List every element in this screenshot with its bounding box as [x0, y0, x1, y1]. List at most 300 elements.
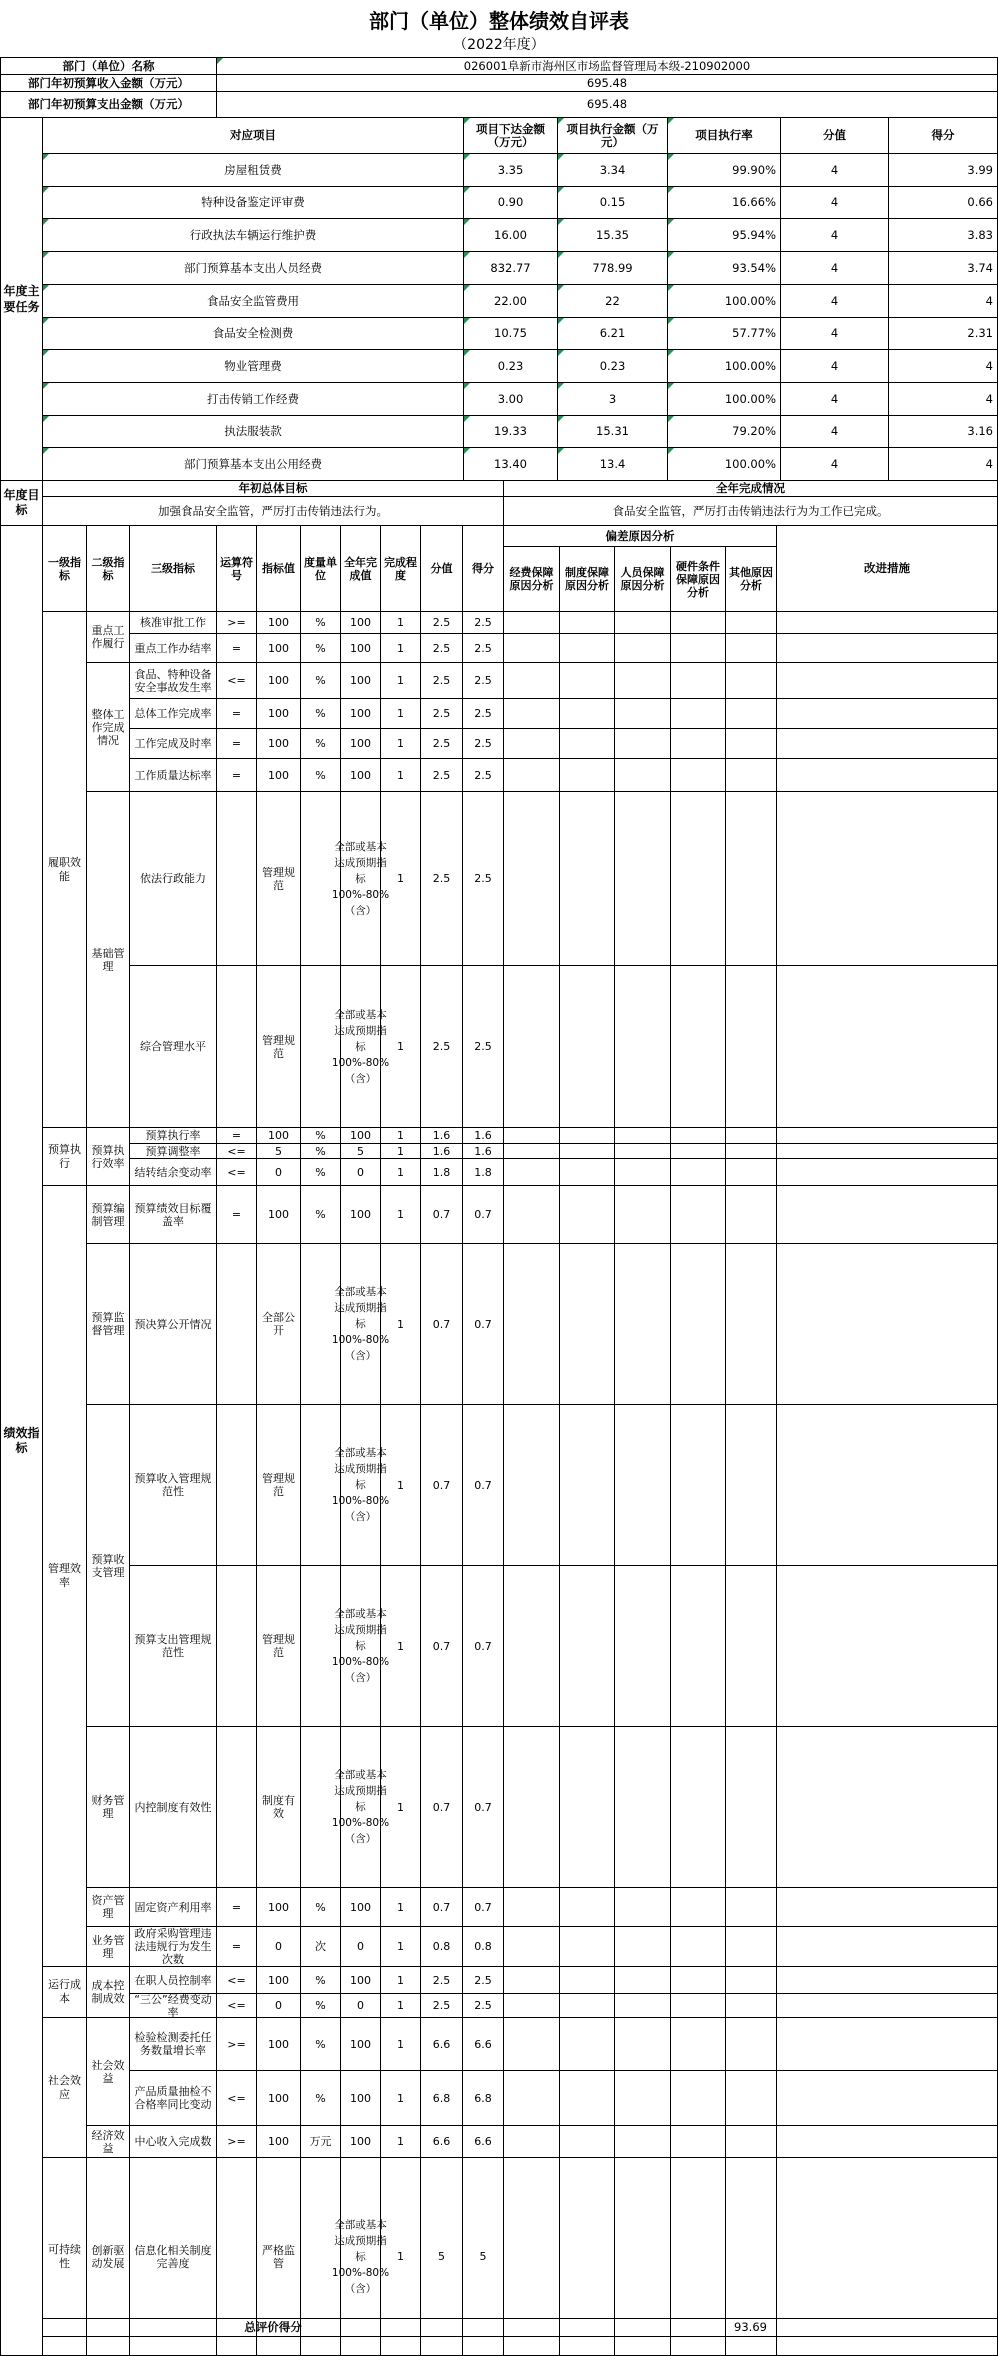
weight-cell: 0.7 [420, 1404, 463, 1566]
level1-indicator: 可持续性 [42, 2157, 87, 2356]
completion-cell: 1 [380, 1185, 421, 1244]
deviation-cell [503, 698, 560, 729]
deviation-cell [503, 1726, 560, 1888]
completion-cell: 1 [380, 1887, 421, 1927]
comment-marker-icon [668, 285, 674, 291]
level3-indicator: 核准审批工作 [129, 611, 217, 634]
actual-value-cell: 全部或基本达成预期指标100%-80%（含） [340, 1404, 381, 1566]
unit-cell: % [300, 728, 341, 759]
actual-value-cell: 100 [340, 662, 381, 699]
comment-marker-icon [558, 219, 564, 225]
operator-cell: = [216, 758, 257, 792]
unit-cell: % [300, 1143, 341, 1159]
task-row-executed: 15.31 [557, 415, 668, 448]
task-row-project: 房屋租赁费 [42, 153, 464, 187]
comment-marker-icon [43, 154, 49, 160]
deviation-cell [725, 1993, 777, 2018]
task-row-executed: 0.23 [557, 349, 668, 383]
task-row-allocated: 13.40 [463, 447, 558, 481]
score-cell: 1.6 [462, 1143, 504, 1159]
task-row-weight: 4 [780, 284, 889, 318]
deviation-cell [503, 1243, 560, 1405]
comment-marker-icon [668, 318, 674, 324]
total-score-value: 93.69 [503, 2318, 998, 2337]
perf-col-header: 完成程度 [380, 525, 421, 612]
weight-cell: 2.5 [420, 662, 463, 699]
deviation-cell [503, 662, 560, 699]
target-value-cell: 管理规范 [256, 791, 301, 966]
task-row-project: 打击传销工作经费 [42, 382, 464, 416]
level3-indicator: 产品质量抽检不合格率同比变动 [129, 2070, 217, 2126]
deviation-cell [670, 2070, 726, 2126]
improve-measure-cell [776, 1158, 998, 1186]
weight-cell: 6.6 [420, 2017, 463, 2071]
unit-cell: % [300, 2070, 341, 2126]
col-score: 得分 [888, 117, 998, 154]
improve-measure-cell [776, 1993, 998, 2018]
operator-cell: = [216, 1887, 257, 1927]
deviation-cell [614, 662, 671, 699]
deviation-cell [614, 2070, 671, 2126]
deviation-cell [725, 662, 777, 699]
expense-label: 部门年初预算支出金额（万元） [0, 91, 217, 118]
level1-indicator: 管理效率 [42, 1185, 87, 1967]
improve-measure-cell [776, 1185, 998, 1244]
score-cell: 0.8 [462, 1926, 504, 1967]
col-rate: 项目执行率 [667, 117, 781, 154]
target-value-cell: 100 [256, 1185, 301, 1244]
unit-cell: % [300, 633, 341, 663]
deviation-cell [725, 791, 777, 966]
completion-cell: 1 [380, 1127, 421, 1144]
score-cell: 2.5 [462, 633, 504, 663]
score-cell: 0.7 [462, 1185, 504, 1244]
weight-cell: 2.5 [420, 758, 463, 792]
weight-cell: 1.6 [420, 1127, 463, 1144]
improve-measure-cell [776, 1887, 998, 1927]
unit-cell: % [300, 1993, 341, 2018]
deviation-col-header: 经费保障原因分析 [503, 546, 560, 612]
deviation-cell [725, 1926, 777, 1967]
comment-marker-icon [558, 383, 564, 389]
task-row-rate: 100.00% [667, 284, 781, 318]
task-row-allocated: 0.23 [463, 349, 558, 383]
operator-cell: >= [216, 2017, 257, 2071]
level2-indicator: 预算收支管理 [86, 1404, 130, 1727]
deviation-cell [559, 2017, 615, 2071]
deviation-cell [503, 2125, 560, 2158]
deviation-cell [559, 2070, 615, 2126]
comment-marker-icon [668, 154, 674, 160]
income-value: 695.48 [216, 74, 998, 92]
deviation-cell [559, 965, 615, 1128]
annual-goal-label: 年度目标 [0, 480, 43, 526]
deviation-cell [670, 1185, 726, 1244]
actual-value-cell: 100 [340, 698, 381, 729]
target-value-cell: 100 [256, 728, 301, 759]
task-row-executed: 6.21 [557, 317, 668, 350]
unit-cell: % [300, 1887, 341, 1927]
goal-initial-label: 年初总体目标 [42, 480, 504, 497]
target-value-cell: 制度有效 [256, 1726, 301, 1888]
deviation-cell [725, 1565, 777, 1727]
deviation-cell [725, 1143, 777, 1159]
level3-indicator: 预算执行率 [129, 1127, 217, 1144]
deviation-cell [670, 662, 726, 699]
task-row-executed: 3 [557, 382, 668, 416]
deviation-cell [614, 633, 671, 663]
task-row-allocated: 3.35 [463, 153, 558, 187]
task-row-allocated: 10.75 [463, 317, 558, 350]
weight-cell: 0.7 [420, 1243, 463, 1405]
deviation-cell [725, 1726, 777, 1888]
level2-indicator: 整体工作完成情况 [86, 662, 130, 792]
deviation-cell [614, 1143, 671, 1159]
unit-cell: % [300, 1185, 341, 1244]
comment-marker-icon [464, 252, 470, 258]
improve-measure-cell [776, 791, 998, 966]
comment-marker-icon [558, 187, 564, 193]
improve-measure-cell [776, 1926, 998, 1967]
actual-value-cell: 0 [340, 1926, 381, 1967]
deviation-cell [503, 791, 560, 966]
improve-measure-cell [776, 2125, 998, 2158]
score-cell: 2.5 [462, 965, 504, 1128]
task-row-allocated: 22.00 [463, 284, 558, 318]
task-row-rate: 100.00% [667, 382, 781, 416]
task-row-rate: 93.54% [667, 251, 781, 285]
unit-cell: % [300, 758, 341, 792]
task-row-weight: 4 [780, 251, 889, 285]
deviation-cell [614, 1565, 671, 1727]
deviation-cell [503, 1926, 560, 1967]
weight-cell: 1.6 [420, 1143, 463, 1159]
weight-cell: 0.7 [420, 1565, 463, 1727]
task-row-allocated: 0.90 [463, 186, 558, 219]
operator-cell: = [216, 1926, 257, 1967]
deviation-cell [725, 698, 777, 729]
actual-value-cell: 100 [340, 1966, 381, 1994]
deviation-cell [559, 698, 615, 729]
level2-indicator: 财务管理 [86, 1726, 130, 1888]
task-row-project: 部门预算基本支出人员经费 [42, 251, 464, 285]
operator-cell: <= [216, 2070, 257, 2126]
deviation-cell [559, 1158, 615, 1186]
deviation-cell [725, 633, 777, 663]
comment-marker-icon [558, 350, 564, 356]
deviation-cell [503, 2070, 560, 2126]
perf-col-header: 三级指标 [129, 525, 217, 612]
perf-col-header: 度量单位 [300, 525, 341, 612]
deviation-cell [503, 1127, 560, 1144]
level1-indicator: 社会效应 [42, 2017, 87, 2158]
target-value-cell: 100 [256, 1887, 301, 1927]
goal-done-text: 食品安全监管，严厉打击传销违法行为为工作已完成。 [503, 496, 998, 526]
deviation-cell [559, 1993, 615, 2018]
operator-cell: <= [216, 1158, 257, 1186]
task-row-project: 特种设备鉴定评审费 [42, 186, 464, 219]
deviation-cell [559, 1887, 615, 1927]
task-row-score: 0.66 [888, 186, 998, 219]
level1-indicator: 运行成本 [42, 1966, 87, 2018]
task-row-project: 食品安全检测费 [42, 317, 464, 350]
perf-col-header: 得分 [462, 525, 504, 612]
task-row-score: 3.99 [888, 153, 998, 187]
deviation-col-header: 人员保障原因分析 [614, 546, 671, 612]
score-cell: 2.5 [462, 1993, 504, 2018]
deviation-cell [725, 1404, 777, 1566]
improve-measure-cell [776, 2017, 998, 2071]
level2-indicator: 社会效益 [86, 2017, 130, 2126]
deviation-cell [725, 2017, 777, 2071]
level3-indicator: 政府采购管理违法违规行为发生次数 [129, 1926, 217, 1967]
deviation-cell [559, 1185, 615, 1244]
comment-marker-icon [43, 383, 49, 389]
improve-col-header: 改进措施 [776, 525, 998, 612]
task-row-weight: 4 [780, 186, 889, 219]
target-value-cell: 100 [256, 2017, 301, 2071]
deviation-cell [503, 728, 560, 759]
deviation-cell [503, 1143, 560, 1159]
operator-cell [216, 1565, 257, 1727]
task-row-score: 4 [888, 447, 998, 481]
completion-cell: 1 [380, 2157, 421, 2356]
task-row-weight: 4 [780, 349, 889, 383]
completion-cell: 1 [380, 758, 421, 792]
level3-indicator: 内控制度有效性 [129, 1726, 217, 1888]
deviation-cell [559, 1926, 615, 1967]
operator-cell: = [216, 698, 257, 729]
deviation-cell [559, 1143, 615, 1159]
comment-marker-icon [558, 448, 564, 454]
perf-col-header: 全年完成值 [340, 525, 381, 612]
target-value-cell: 100 [256, 2070, 301, 2126]
comment-marker-icon [464, 154, 470, 160]
completion-cell: 1 [380, 1243, 421, 1405]
deviation-cell [559, 1565, 615, 1727]
perf-col-header: 指标值 [256, 525, 301, 612]
completion-cell: 1 [380, 633, 421, 663]
improve-measure-cell [776, 633, 998, 663]
deviation-cell [559, 791, 615, 966]
perf-col-header: 一级指标 [42, 525, 87, 612]
level3-indicator: 依法行政能力 [129, 791, 217, 966]
deviation-cell [614, 965, 671, 1128]
deviation-cell [503, 1887, 560, 1927]
deviation-cell [614, 2017, 671, 2071]
improve-measure-cell [776, 662, 998, 699]
comment-marker-icon [668, 416, 674, 422]
target-value-cell: 管理规范 [256, 1565, 301, 1727]
goal-initial-text: 加强食品安全监管，严厉打击传销违法行为。 [42, 496, 504, 526]
deviation-cell [725, 728, 777, 759]
completion-cell: 1 [380, 728, 421, 759]
task-row-allocated: 3.00 [463, 382, 558, 416]
col-project: 对应项目 [42, 117, 464, 154]
level3-indicator: 预算支出管理规范性 [129, 1565, 217, 1727]
completion-cell: 1 [380, 2125, 421, 2158]
deviation-cell [503, 2017, 560, 2071]
comment-marker-icon [464, 448, 470, 454]
target-value-cell: 100 [256, 662, 301, 699]
deviation-cell [670, 698, 726, 729]
task-row-weight: 4 [780, 317, 889, 350]
weight-cell: 2.5 [420, 633, 463, 663]
expense-value: 695.48 [216, 91, 998, 118]
score-cell: 5 [462, 2157, 504, 2356]
level3-indicator: 检验检测委托任务数量增长率 [129, 2017, 217, 2071]
deviation-cell [503, 1185, 560, 1244]
level3-indicator: 重点工作办结率 [129, 633, 217, 663]
score-cell: 2.5 [462, 662, 504, 699]
perf-col-header: 二级指标 [86, 525, 130, 612]
score-cell: 6.6 [462, 2125, 504, 2158]
deviation-cell [559, 1127, 615, 1144]
deviation-cell [614, 2125, 671, 2158]
comment-marker-icon [43, 350, 49, 356]
deviation-cell [670, 1926, 726, 1967]
deviation-cell [503, 965, 560, 1128]
task-row-rate: 95.94% [667, 218, 781, 252]
deviation-cell [614, 1887, 671, 1927]
deviation-cell [725, 1158, 777, 1186]
operator-cell: <= [216, 1966, 257, 1994]
completion-cell: 1 [380, 965, 421, 1128]
weight-cell: 2.5 [420, 698, 463, 729]
task-row-project: 行政执法车辆运行维护费 [42, 218, 464, 252]
improve-measure-cell [776, 965, 998, 1128]
comment-marker-icon [558, 118, 564, 124]
deviation-cell [503, 758, 560, 792]
comment-marker-icon [668, 252, 674, 258]
improve-measure-cell [776, 758, 998, 792]
task-row-executed: 13.4 [557, 447, 668, 481]
score-cell: 6.8 [462, 2070, 504, 2126]
deviation-cell [503, 1966, 560, 1994]
deviation-cell [614, 1726, 671, 1888]
task-row-allocated: 16.00 [463, 218, 558, 252]
level3-indicator: 固定资产利用率 [129, 1887, 217, 1927]
target-value-cell: 严格监管 [256, 2157, 301, 2356]
deviation-col-header: 其他原因分析 [725, 546, 777, 612]
operator-cell: = [216, 1185, 257, 1244]
weight-cell: 2.5 [420, 1966, 463, 1994]
operator-cell: <= [216, 1143, 257, 1159]
completion-cell: 1 [380, 1565, 421, 1727]
operator-cell: <= [216, 1993, 257, 2018]
task-row-rate: 100.00% [667, 447, 781, 481]
level3-indicator: 结转结余变动率 [129, 1158, 217, 1186]
deviation-cell [725, 1887, 777, 1927]
completion-cell: 1 [380, 2070, 421, 2126]
deviation-cell [614, 1926, 671, 1967]
comment-marker-icon [668, 187, 674, 193]
level3-indicator: 综合管理水平 [129, 965, 217, 1128]
level2-indicator: 基础管理 [86, 791, 130, 1128]
deviation-cell [670, 1127, 726, 1144]
task-row-project: 部门预算基本支出公用经费 [42, 447, 464, 481]
weight-cell: 6.6 [420, 2125, 463, 2158]
weight-cell: 5 [420, 2157, 463, 2356]
actual-value-cell: 100 [340, 633, 381, 663]
unit-name-label: 部门（单位）名称 [0, 57, 217, 75]
comment-marker-icon [558, 318, 564, 324]
operator-cell [216, 965, 257, 1128]
level3-indicator: 工作质量达标率 [129, 758, 217, 792]
level2-indicator: 重点工作履行 [86, 611, 130, 663]
unit-cell: 次 [300, 1926, 341, 1967]
target-value-cell: 0 [256, 1158, 301, 1186]
comment-marker-icon [43, 416, 49, 422]
score-cell: 0.7 [462, 1243, 504, 1405]
improve-measure-cell [776, 1404, 998, 1566]
score-cell: 2.5 [462, 611, 504, 634]
deviation-cell [725, 1185, 777, 1244]
unit-name-value: 026001阜新市海州区市场监督管理局本级-210902000 [216, 57, 998, 75]
actual-value-cell: 5 [340, 1143, 381, 1159]
deviation-cell [725, 611, 777, 634]
target-value-cell: 管理规范 [256, 1404, 301, 1566]
task-row-score: 2.31 [888, 317, 998, 350]
level3-indicator: “三公”经费变动率 [129, 1993, 217, 2018]
deviation-cell [559, 1243, 615, 1405]
income-label: 部门年初预算收入金额（万元） [0, 74, 217, 92]
completion-cell: 1 [380, 1966, 421, 1994]
deviation-cell [559, 662, 615, 699]
unit-cell: % [300, 1158, 341, 1186]
task-row-rate: 16.66% [667, 186, 781, 219]
actual-value-cell: 100 [340, 1887, 381, 1927]
deviation-cell [725, 1243, 777, 1405]
completion-cell: 1 [380, 1404, 421, 1566]
deviation-cell [559, 2125, 615, 2158]
deviation-cell [614, 1404, 671, 1566]
task-row-rate: 79.20% [667, 415, 781, 448]
deviation-cell [614, 791, 671, 966]
improve-measure-cell [776, 1243, 998, 1405]
deviation-cell [614, 1243, 671, 1405]
score-cell: 2.5 [462, 758, 504, 792]
level3-indicator: 预决算公开情况 [129, 1243, 217, 1405]
actual-value-cell: 100 [340, 2017, 381, 2071]
weight-cell: 2.5 [420, 965, 463, 1128]
deviation-cell [670, 1993, 726, 2018]
deviation-cell [670, 758, 726, 792]
level3-indicator: 工作完成及时率 [129, 728, 217, 759]
completion-cell: 1 [380, 1726, 421, 1888]
col-executed: 项目执行金额（万元） [557, 117, 668, 154]
target-value-cell: 管理规范 [256, 965, 301, 1128]
weight-cell: 0.7 [420, 1726, 463, 1888]
deviation-cell [559, 1726, 615, 1888]
total-score-label: 总评价得分 [42, 2318, 504, 2337]
level3-indicator: 预算收入管理规范性 [129, 1404, 217, 1566]
operator-cell: = [216, 728, 257, 759]
task-row-score: 4 [888, 349, 998, 383]
deviation-cell [614, 758, 671, 792]
improve-measure-cell [776, 1726, 998, 1888]
deviation-cell [559, 611, 615, 634]
annual-tasks-label: 年度主要任务 [0, 117, 43, 481]
level1-indicator: 履职效能 [42, 611, 87, 1128]
actual-value-cell: 全部或基本达成预期指标100%-80%（含） [340, 2157, 381, 2356]
deviation-cell [725, 1966, 777, 1994]
task-row-weight: 4 [780, 447, 889, 481]
comment-marker-icon [668, 219, 674, 225]
level3-indicator: 食品、特种设备安全事故发生率 [129, 662, 217, 699]
comment-marker-icon [668, 448, 674, 454]
comment-marker-icon [558, 416, 564, 422]
